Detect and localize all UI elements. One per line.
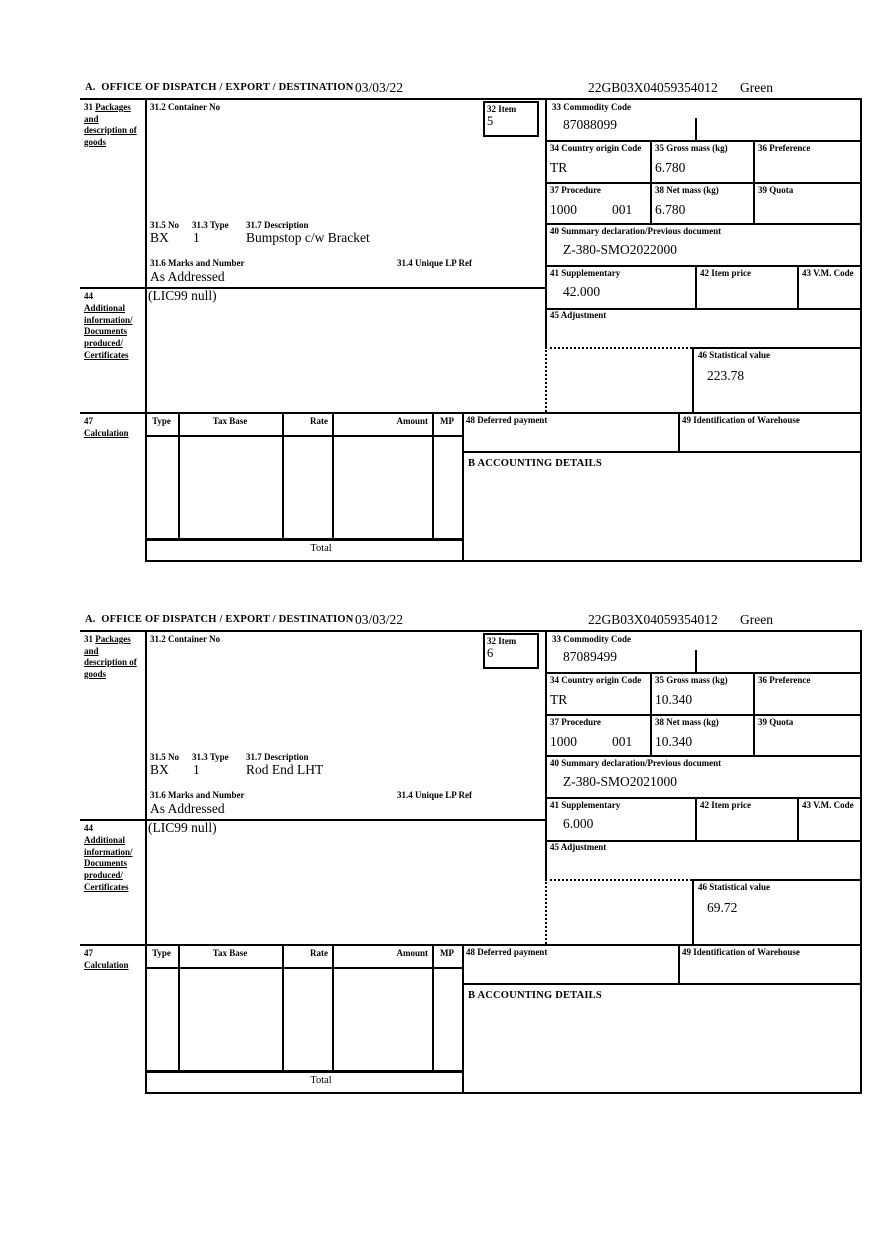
item-price-label: 42 Item price	[700, 800, 751, 810]
statistical-value: 69.72	[707, 900, 738, 915]
dotted-border-line	[545, 879, 692, 881]
border-line	[178, 412, 180, 540]
package-type-label: 31.3 Type	[192, 220, 229, 230]
border-line	[692, 879, 862, 881]
border-line	[545, 140, 862, 142]
gross-mass-label: 35 Gross mass (kg)	[655, 675, 728, 685]
package-no-label: 31.5 No	[150, 752, 179, 762]
box47-number: 47	[84, 416, 93, 426]
net-mass-value: 10.340	[655, 734, 693, 749]
border-line	[650, 672, 652, 757]
border-line	[545, 182, 862, 184]
package-type-label: 31.3 Type	[192, 752, 229, 762]
border-line	[282, 944, 284, 1072]
customs-form-item-5	[80, 79, 862, 562]
item-value: 6	[487, 646, 494, 660]
calc-col-taxbase: Tax Base	[212, 416, 248, 426]
border-line	[545, 672, 862, 674]
border-line	[545, 755, 862, 757]
description-value: Bumpstop c/w Bracket	[246, 230, 370, 245]
border-line	[678, 944, 680, 985]
customs-form-item-6	[80, 611, 862, 1094]
deferred-payment-label: 48 Deferred payment	[466, 947, 548, 957]
net-mass-label: 38 Net mass (kg)	[655, 185, 719, 195]
container-no-label: 31.2 Container No	[150, 634, 221, 644]
warehouse-id-label: 49 Identification of Warehouse	[682, 947, 800, 957]
statistical-value-label: 46 Statistical value	[698, 882, 770, 892]
border-line	[695, 265, 697, 308]
commodity-code-value: 87089499	[563, 649, 617, 664]
office-of-dispatch-label: A. OFFICE OF DISPATCH / EXPORT / DESTINATION	[85, 614, 354, 625]
routing-status: Green	[740, 80, 773, 95]
commodity-code-value: 87088099	[563, 117, 617, 132]
country-origin-label: 34 Country origin Code	[550, 143, 642, 153]
box31-label	[84, 102, 142, 149]
country-origin-value: TR	[550, 160, 568, 175]
border-line	[753, 140, 755, 225]
border-line	[797, 797, 799, 840]
border-line	[545, 265, 862, 267]
dispatch-date: 03/03/22	[355, 80, 404, 95]
procedure-label: 37 Procedure	[550, 185, 601, 195]
gross-mass-value: 10.340	[655, 692, 693, 707]
border-line	[80, 630, 862, 632]
border-line	[432, 944, 434, 1072]
box44-label: Additional information/ Documents produced/ Certificates	[84, 303, 133, 360]
calc-col-rate: Rate	[310, 948, 328, 958]
calc-col-rate: Rate	[310, 416, 328, 426]
container-no-label: 31.2 Container No	[150, 102, 221, 112]
box44-label: Additional information/ Documents produced/ Certificates	[84, 835, 133, 892]
commodity-code-label: 33 Commodity Code	[552, 634, 631, 644]
package-no-label: 31.5 No	[150, 220, 179, 230]
form-grid	[80, 98, 862, 562]
declaration-number: 22GB03X04059354012	[588, 80, 718, 95]
marks-value: As Addressed	[150, 269, 225, 284]
vm-code-label: 43 V.M. Code	[802, 268, 854, 278]
statistical-value-label: 46 Statistical value	[698, 350, 770, 360]
procedure-value-2: 001	[612, 202, 633, 217]
description-value: Rod End LHT	[246, 762, 324, 777]
procedure-value-2: 001	[612, 734, 633, 749]
box31-text: Packages and description of goods	[84, 634, 137, 680]
total-label: Total	[310, 543, 332, 554]
item-label: 32 Item	[487, 636, 517, 646]
dotted-border-line	[545, 347, 547, 412]
additional-info-value: (LIC99 null)	[148, 288, 217, 303]
dispatch-date: 03/03/22	[355, 612, 404, 627]
package-type-value: 1	[193, 230, 200, 245]
box31-number: 31	[84, 634, 93, 644]
border-line	[462, 983, 862, 985]
border-line	[80, 944, 862, 946]
country-origin-label: 34 Country origin Code	[550, 675, 642, 685]
preference-label: 36 Preference	[758, 675, 811, 685]
border-line	[145, 1070, 464, 1073]
calc-col-mp: MP	[440, 416, 454, 426]
border-line	[145, 967, 464, 969]
previous-document-label: 40 Summary declaration/Previous document	[550, 226, 722, 236]
calc-col-taxbase: Tax Base	[212, 948, 248, 958]
description-label: 31.7 Description	[246, 220, 309, 230]
border-line	[678, 412, 680, 453]
procedure-value-1: 1000	[550, 202, 577, 217]
office-of-dispatch-label: A. OFFICE OF DISPATCH / EXPORT / DESTINATION	[85, 82, 354, 93]
marks-value: As Addressed	[150, 801, 225, 816]
border-line	[545, 223, 862, 225]
calc-col-amount: Amount	[396, 416, 428, 426]
border-line	[860, 630, 862, 1094]
border-line	[332, 944, 334, 1072]
item-label: 32 Item	[487, 104, 517, 114]
item-number-box	[483, 633, 539, 669]
package-type-value: 1	[193, 762, 200, 777]
description-label: 31.7 Description	[246, 752, 309, 762]
procedure-value-1: 1000	[550, 734, 577, 749]
adjustment-label: 45 Adjustment	[550, 310, 607, 320]
border-line	[332, 412, 334, 540]
package-no-value: BX	[150, 230, 169, 245]
commodity-code-label: 33 Commodity Code	[552, 102, 631, 112]
border-line	[545, 714, 862, 716]
statistical-value: 223.78	[707, 368, 745, 383]
supplementary-value: 6.000	[563, 816, 594, 831]
calc-col-type: Type	[152, 416, 171, 426]
box44-number: 44	[84, 291, 93, 301]
quota-label: 39 Quota	[758, 185, 794, 195]
border-line	[145, 98, 147, 562]
calc-col-mp: MP	[440, 948, 454, 958]
total-label: Total	[310, 1075, 332, 1086]
border-line	[650, 140, 652, 225]
border-line	[692, 347, 862, 349]
commodity-code-tick	[695, 650, 697, 672]
accounting-details-label: B ACCOUNTING DETAILS	[468, 990, 602, 1001]
warehouse-id-label: 49 Identification of Warehouse	[682, 415, 800, 425]
dotted-border-line	[545, 347, 692, 349]
border-line	[692, 879, 694, 944]
border-line	[462, 451, 862, 453]
border-line	[432, 412, 434, 540]
previous-document-value: Z-380-SMO2022000	[563, 242, 677, 257]
gross-mass-label: 35 Gross mass (kg)	[655, 143, 728, 153]
supplementary-value: 42.000	[563, 284, 601, 299]
box31-label	[84, 634, 142, 681]
accounting-details-label: B ACCOUNTING DETAILS	[468, 458, 602, 469]
unique-lp-ref-label: 31.4 Unique LP Ref	[397, 258, 473, 268]
border-line	[145, 538, 464, 541]
border-line	[80, 412, 862, 414]
border-line	[860, 98, 862, 562]
declaration-number: 22GB03X04059354012	[588, 612, 718, 627]
deferred-payment-label: 48 Deferred payment	[466, 415, 548, 425]
form-grid	[80, 630, 862, 1094]
procedure-label: 37 Procedure	[550, 717, 601, 727]
box47-label: Calculation	[84, 428, 129, 438]
net-mass-label: 38 Net mass (kg)	[655, 717, 719, 727]
calc-col-type: Type	[152, 948, 171, 958]
border-line	[797, 265, 799, 308]
supplementary-label: 41 Supplementary	[550, 268, 621, 278]
box31-text: Packages and description of goods	[84, 102, 137, 148]
previous-document-label: 40 Summary declaration/Previous document	[550, 758, 722, 768]
marks-label: 31.6 Marks and Number	[150, 790, 245, 800]
item-value: 5	[487, 114, 494, 128]
routing-status: Green	[740, 612, 773, 627]
commodity-code-tick	[695, 118, 697, 140]
additional-info-value: (LIC99 null)	[148, 820, 217, 835]
previous-document-value: Z-380-SMO2021000	[563, 774, 677, 789]
border-line	[80, 98, 862, 100]
border-line	[145, 560, 862, 562]
gross-mass-value: 6.780	[655, 160, 686, 175]
box31-number: 31	[84, 102, 93, 112]
border-line	[145, 630, 147, 1094]
border-line	[145, 435, 464, 437]
border-line	[282, 412, 284, 540]
box44-number: 44	[84, 823, 93, 833]
country-origin-value: TR	[550, 692, 568, 707]
supplementary-label: 41 Supplementary	[550, 800, 621, 810]
border-line	[692, 347, 694, 412]
border-line	[178, 944, 180, 1072]
package-no-value: BX	[150, 762, 169, 777]
dotted-border-line	[545, 879, 547, 944]
vm-code-label: 43 V.M. Code	[802, 800, 854, 810]
calc-col-amount: Amount	[396, 948, 428, 958]
border-line	[753, 672, 755, 757]
box47-number: 47	[84, 948, 93, 958]
item-number-box	[483, 101, 539, 137]
marks-label: 31.6 Marks and Number	[150, 258, 245, 268]
unique-lp-ref-label: 31.4 Unique LP Ref	[397, 790, 473, 800]
border-line	[545, 797, 862, 799]
box47-label: Calculation	[84, 960, 129, 970]
border-line	[695, 797, 697, 840]
border-line	[145, 1092, 862, 1094]
quota-label: 39 Quota	[758, 717, 794, 727]
net-mass-value: 6.780	[655, 202, 686, 217]
adjustment-label: 45 Adjustment	[550, 842, 607, 852]
item-price-label: 42 Item price	[700, 268, 751, 278]
preference-label: 36 Preference	[758, 143, 811, 153]
